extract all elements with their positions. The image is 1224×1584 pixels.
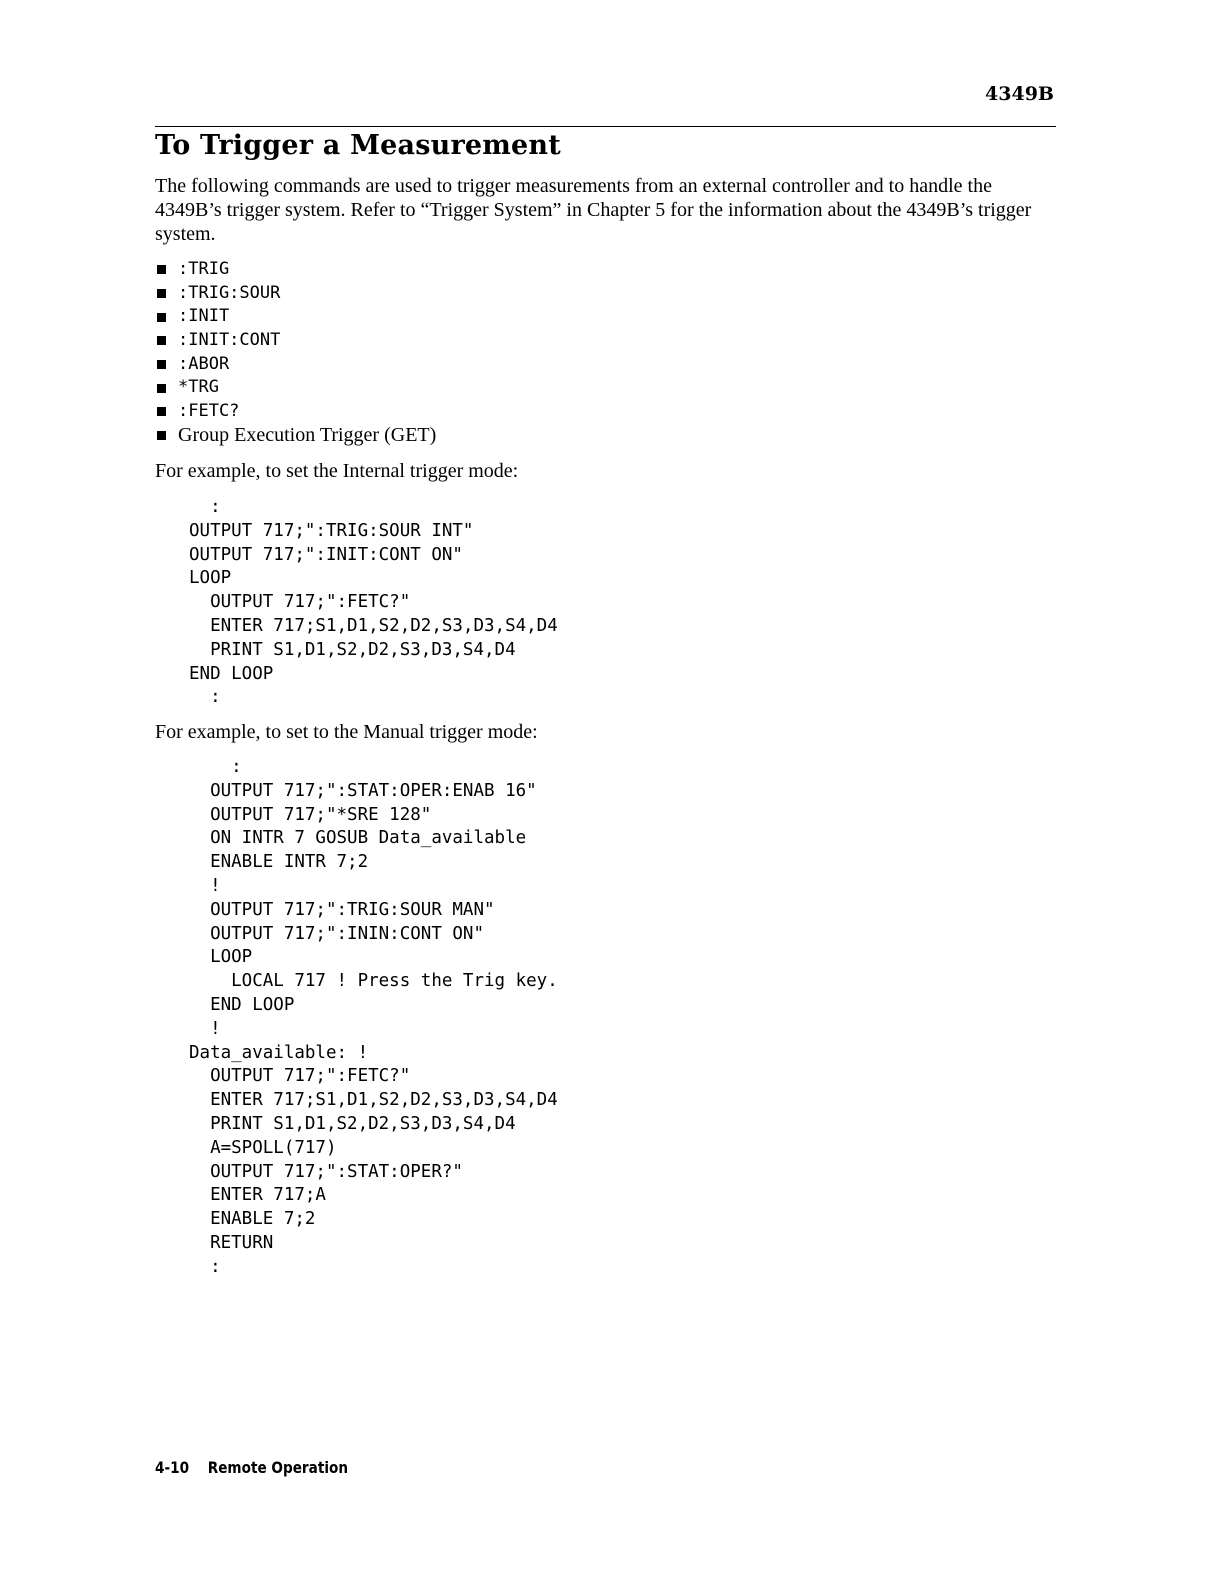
intro-paragraph: The following commands are used to trigger measurements from an external controller and to handle the 4349B’s trigger system. Refer to “Trigger System” in Chapter 5 for the information about the 4349B’s trigger system. [155,175,1032,245]
list-item [155,282,436,306]
code-line: : [189,497,221,517]
code-line: : [189,757,242,777]
square-bullet-icon [157,313,166,322]
list-item [155,424,436,448]
page-number: 4-10 [155,1458,190,1477]
code-line: LOOP [189,947,253,968]
code-line: OUTPUT 717;":ININ:CONT ON" [189,923,485,944]
code-line: OUTPUT 717;":STAT:OPER?" [189,1161,463,1182]
code-line: ENABLE INTR 7;2 [189,852,369,873]
square-bullet-icon [157,431,166,440]
square-bullet-icon [157,265,166,274]
header-rule [155,126,1056,127]
code-line: LOOP [189,568,232,589]
list-item [155,305,436,329]
example1-text: For example, to set the Internal trigger mode: [155,460,519,482]
command-name: :INIT:CONT [178,330,281,351]
header-model-number: 4349B [985,83,1054,105]
page-footer [155,1458,348,1477]
code-line: END LOOP [189,994,295,1015]
code-line: RETURN [189,1232,274,1253]
list-item [155,258,436,282]
code-line: ENTER 717;S1,D1,S2,D2,S3,D3,S4,D4 [189,1090,558,1111]
list-item [155,376,436,400]
command-name: *TRG [178,377,219,398]
code-line: : [189,687,221,708]
code-line: : [189,1256,221,1277]
example2-text: For example, to set to the Manual trigger mode: [155,721,538,743]
code-line: OUTPUT 717;":TRIG:SOUR INT" [189,520,474,541]
list-item [155,329,436,353]
code-line: Data_available: ! [189,1042,369,1063]
code-line: ! [189,1018,221,1039]
code-line: OUTPUT 717;":TRIG:SOUR MAN" [189,899,495,920]
command-list [155,258,436,448]
square-bullet-icon [157,384,166,393]
code-line: OUTPUT 717;":INIT:CONT ON" [189,544,463,565]
code-line: ! [189,875,221,896]
square-bullet-icon [157,407,166,416]
group-trigger-item: Group Execution Trigger (GET) [178,423,437,446]
code-line: OUTPUT 717;"*SRE 128" [189,804,432,825]
code-line: ON INTR 7 GOSUB Data_available [189,828,527,849]
code-line: PRINT S1,D1,S2,D2,S3,D3,S4,D4 [189,1113,516,1134]
code-line: END LOOP [189,663,274,684]
code-line: OUTPUT 717;":STAT:OPER:ENAB 16" [189,780,537,801]
example1-code-block [189,496,558,710]
code-line: PRINT S1,D1,S2,D2,S3,D3,S4,D4 [189,639,516,660]
section-title: To Trigger a Measurement [155,130,561,161]
square-bullet-icon [157,360,166,369]
list-item [155,400,436,424]
code-line: ENTER 717;S1,D1,S2,D2,S3,D3,S4,D4 [189,615,558,636]
command-name: :TRIG:SOUR [178,282,281,303]
example2-code-block [189,756,558,1280]
list-item [155,353,436,377]
chapter-name: Remote Operation [207,1458,349,1477]
code-line: ENABLE 7;2 [189,1209,316,1230]
code-line: ENTER 717;A [189,1185,326,1206]
code-line: OUTPUT 717;":FETC?" [189,1066,411,1087]
square-bullet-icon [157,336,166,345]
command-name: :FETC? [178,401,240,422]
command-name: :INIT [178,306,230,327]
command-name: :ABOR [178,353,230,374]
code-line: OUTPUT 717;":FETC?" [189,592,411,613]
code-line: A=SPOLL(717) [189,1137,337,1158]
square-bullet-icon [157,289,166,298]
command-name: :TRIG [178,259,230,279]
code-line: LOCAL 717 ! Press the Trig key. [189,971,558,992]
